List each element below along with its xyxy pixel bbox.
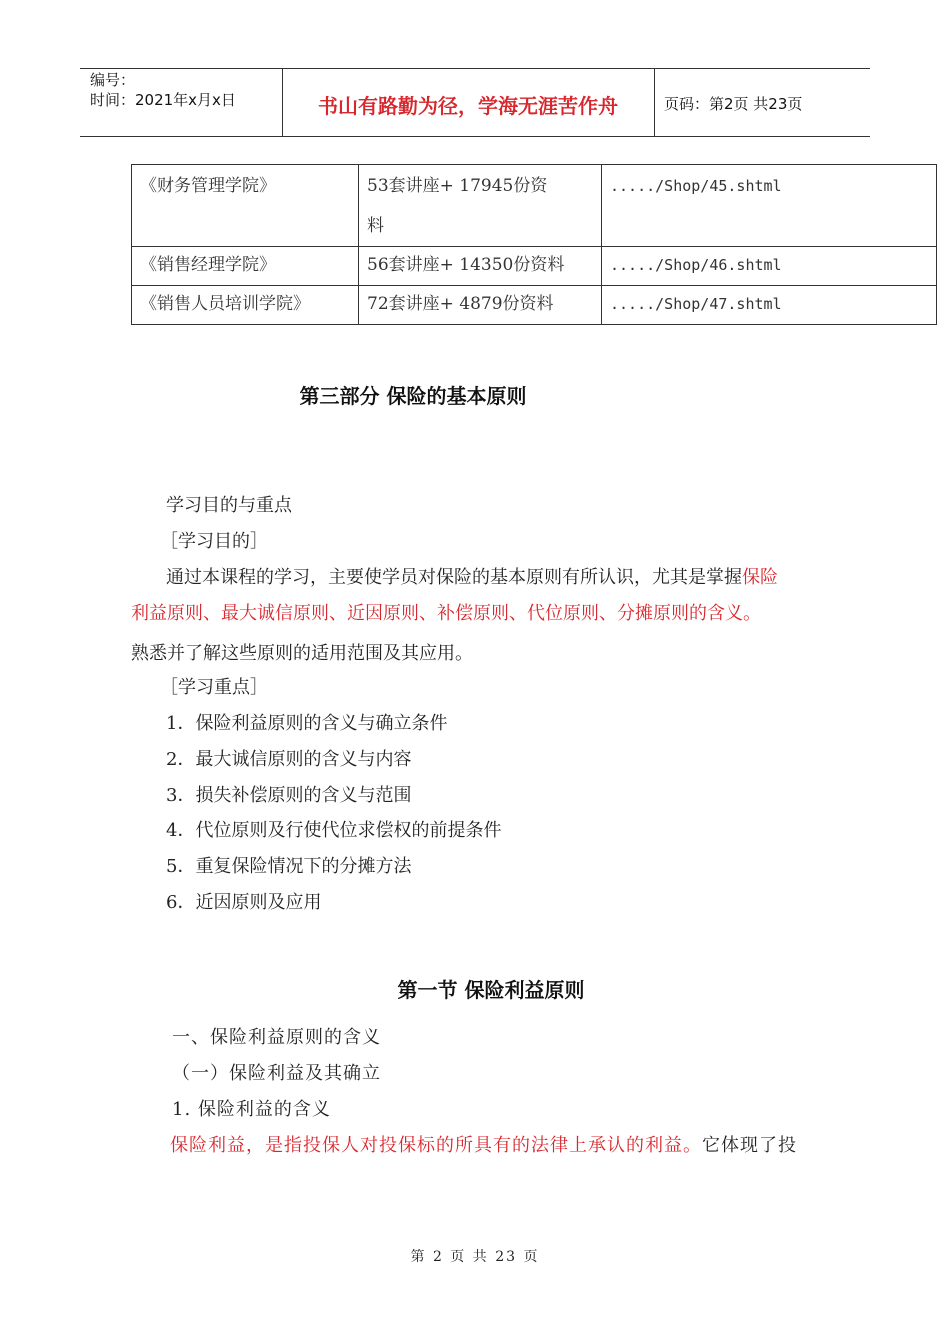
purpose-highlight-line: 利益原则、最大诚信原则、近因原则、补偿原则、代位原则、分摊原则的含义。 (131, 603, 761, 624)
purpose-paragraph-line: 熟悉并了解这些原则的适用范围及其应用。 (131, 643, 473, 664)
header-meta (90, 70, 236, 110)
header-divider (654, 68, 655, 136)
table-cell-link[interactable]: ...../Shop/46.shtml (602, 247, 937, 286)
table-row (132, 247, 937, 286)
focus-item: 2．最大诚信原则的含义与内容 (166, 749, 412, 770)
definition-line (170, 1133, 797, 1159)
section-title: 第一节 保险利益原则 (397, 978, 585, 1002)
footer-page-number: 第 2 页 共 23 页 (410, 1249, 540, 1265)
purpose-paragraph-line (166, 565, 778, 591)
focus-item: 1．保险利益原则的含义与确立条件 (166, 713, 448, 734)
header-page-label: 页码：第2页 共23页 (664, 95, 803, 113)
part-title: 第三部分 保险的基本原则 (299, 384, 527, 408)
study-heading: 学习目的与重点 (166, 495, 292, 516)
focus-label: ［学习重点］ (160, 677, 268, 698)
purpose-label: ［学习目的］ (160, 531, 268, 552)
header-top-rule (80, 68, 870, 69)
focus-item: 3．损失补偿原则的含义与范围 (166, 785, 412, 806)
table-cell-count: 56套讲座+ 14350份资料 (359, 247, 602, 286)
definition-text: 它体现了投 (702, 1135, 797, 1156)
count-line: 料 (367, 216, 384, 236)
header-motto: 书山有路勤为径，学海无涯苦作舟 (318, 94, 618, 118)
table-cell-link[interactable]: ...../Shop/47.shtml (602, 286, 937, 325)
subheading: 1. 保险利益的含义 (172, 1099, 331, 1120)
focus-item: 6．近因原则及应用 (166, 892, 322, 913)
focus-item: 5．重复保险情况下的分摊方法 (166, 856, 412, 877)
header-bottom-rule (80, 136, 870, 137)
table-row (132, 165, 937, 247)
purpose-text: 通过本课程的学习，主要使学员对保险的基本原则有所认识，尤其是掌握 (166, 567, 742, 588)
table-row (132, 286, 937, 325)
definition-highlight: 保险利益，是指投保人对投保标的所具有的法律上承认的利益。 (170, 1135, 702, 1156)
count-line: 53套讲座+ 17945份资 (367, 176, 548, 196)
table-cell-name: 《销售人员培训学院》 (132, 286, 359, 325)
table-cell-count (359, 165, 602, 247)
focus-item: 4．代位原则及行使代位求偿权的前提条件 (166, 820, 502, 841)
serial-label: 编号： (90, 71, 136, 89)
time-label: 时间：2021年x月x日 (90, 91, 236, 109)
subheading: 一、保险利益原则的含义 (172, 1027, 381, 1048)
table-cell-name: 《财务管理学院》 (132, 165, 359, 247)
table-cell-name: 《销售经理学院》 (132, 247, 359, 286)
table-cell-count: 72套讲座+ 4879份资料 (359, 286, 602, 325)
highlight-text: 保险 (742, 567, 778, 588)
resource-table (131, 164, 937, 325)
table-cell-link[interactable]: ...../Shop/45.shtml (602, 165, 937, 247)
subheading: （一）保险利益及其确立 (172, 1063, 381, 1084)
